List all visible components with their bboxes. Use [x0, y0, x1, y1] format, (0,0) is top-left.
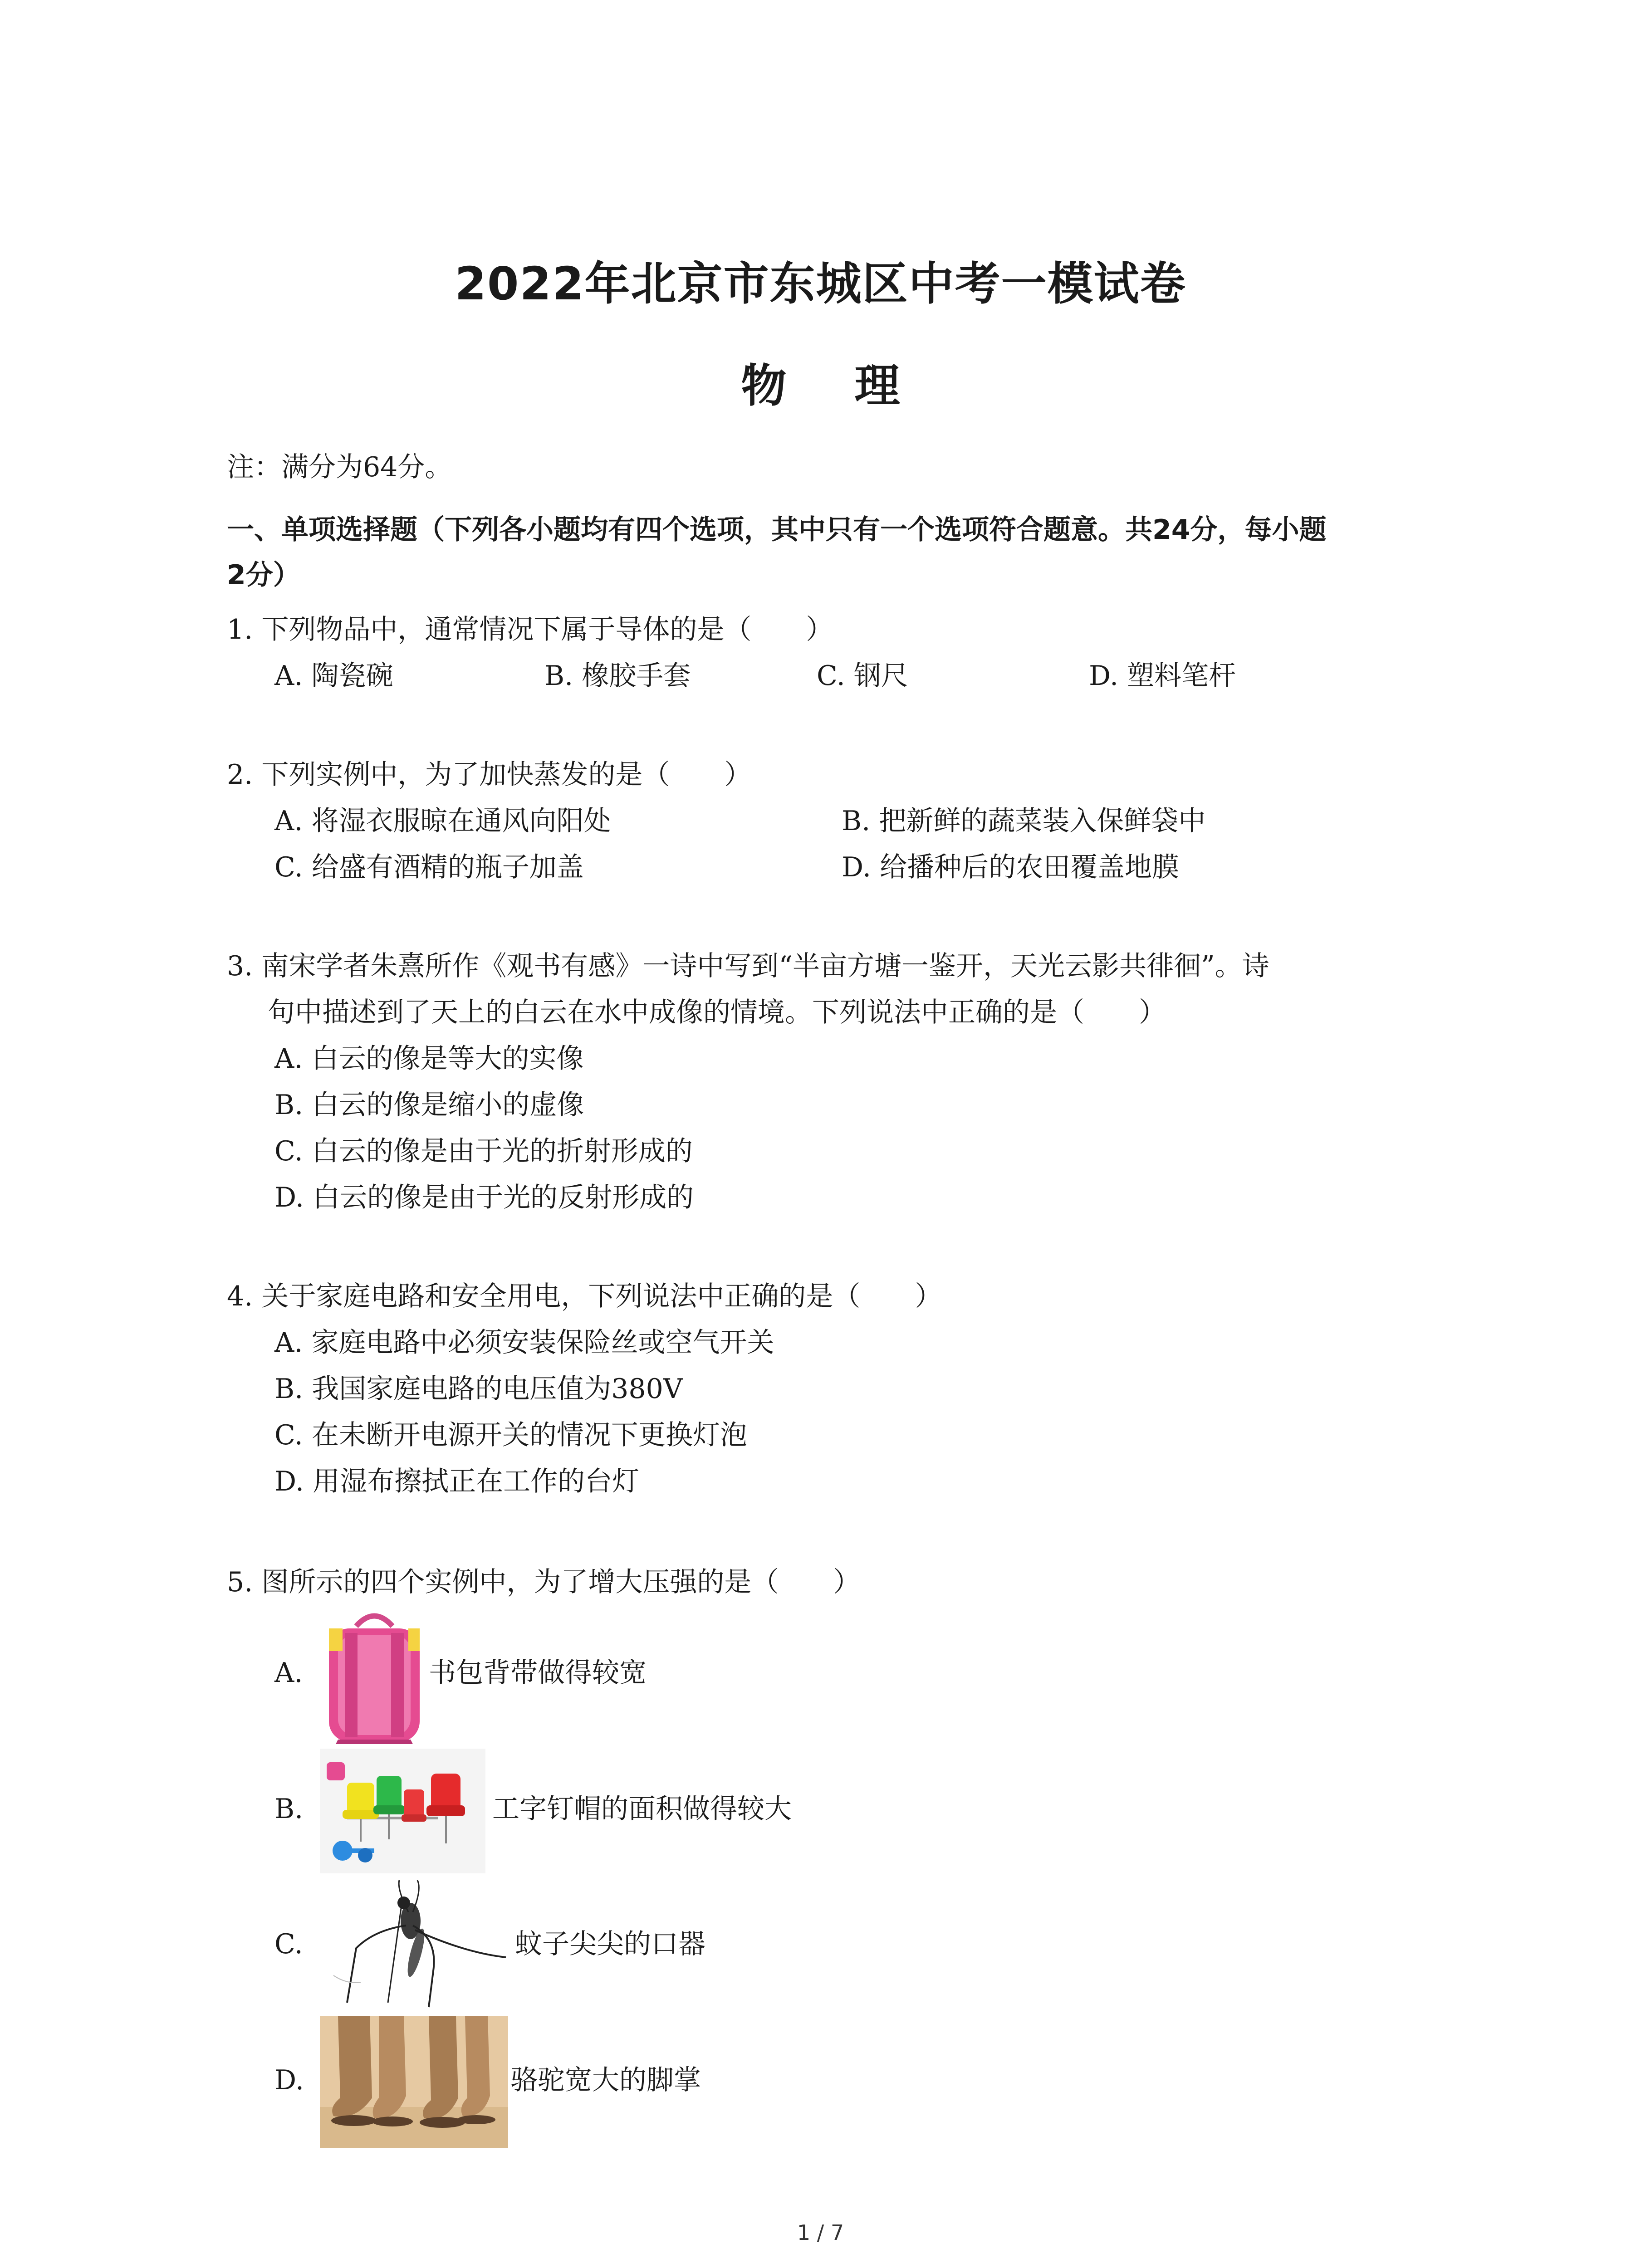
q2-option-c: C. 给盛有酒精的瓶子加盖: [274, 851, 584, 883]
q5-option-a-text: 书包背带做得较宽: [429, 1657, 647, 1689]
q1-option-b: B. 橡胶手套: [544, 660, 691, 692]
q3-option-b: B. 白云的像是缩小的虚像: [274, 1089, 584, 1121]
backpack-image: [320, 1608, 429, 1746]
page-number: 1 / 7: [797, 2220, 844, 2245]
q4-option-b: B. 我国家庭电路的电压值为380V: [274, 1373, 683, 1405]
mosquito-image: [320, 1880, 510, 2012]
q4-option-c: C. 在未断开电源开关的情况下更换灯泡: [274, 1419, 747, 1451]
q2-option-b: B. 把新鲜的蔬菜装入保鲜袋中: [842, 805, 1206, 837]
q4-option-d: D. 用湿布擦拭正在工作的台灯: [274, 1466, 640, 1497]
question-5-stem: 5. 图所示的四个实例中，为了增大压强的是（ ）: [227, 1566, 861, 1598]
question-1-stem: 1. 下列物品中，通常情况下属于导体的是（ ）: [227, 614, 833, 645]
camel-feet-image: [320, 2016, 508, 2148]
q1-option-a: A. 陶瓷碗: [274, 660, 393, 692]
q1-option-c: C. 钢尺: [817, 660, 908, 692]
question-2-stem: 2. 下列实例中，为了加快蒸发的是（ ）: [227, 759, 752, 791]
q1-option-d: D. 塑料笔杆: [1089, 660, 1236, 692]
q3-option-c: C. 白云的像是由于光的折射形成的: [274, 1135, 693, 1167]
question-3-stem-cont: 句中描述到了天上的白云在水中成像的情境。下列说法中正确的是（ ）: [268, 997, 1166, 1028]
q5-option-a-letter: A.: [274, 1657, 303, 1689]
q2-option-a: A. 将湿衣服晾在通风向阳处: [274, 805, 611, 837]
q2-option-d: D. 给播种后的农田覆盖地膜: [842, 851, 1180, 883]
q5-option-c-text: 蚊子尖尖的口器: [515, 1928, 705, 1960]
subject-title: 物理: [741, 359, 968, 412]
question-4-stem: 4. 关于家庭电路和安全用电，下列说法中正确的是（ ）: [227, 1281, 942, 1312]
q5-option-c-letter: C.: [274, 1928, 303, 1960]
q3-option-d: D. 白云的像是由于光的反射形成的: [274, 1182, 694, 1213]
exam-title: 2022年北京市东城区中考一模试卷: [455, 257, 1186, 310]
section-heading-cont: 2分）: [227, 559, 300, 591]
q4-option-a: A. 家庭电路中必须安装保险丝或空气开关: [274, 1327, 774, 1359]
q5-option-d-text: 骆驼宽大的脚掌: [510, 2064, 701, 2096]
question-3-stem: 3. 南宋学者朱熹所作《观书有感》一诗中写到“半亩方塘一鉴开，天光云影共徘徊”。诗: [227, 950, 1269, 982]
q5-option-b-letter: B.: [274, 1793, 304, 1825]
q3-option-a: A. 白云的像是等大的实像: [274, 1043, 584, 1075]
score-note: 注：满分为64分。: [227, 451, 452, 483]
section-heading: 一、单项选择题（下列各小题均有四个选项，其中只有一个选项符合题意。共24分，每小题: [227, 514, 1327, 546]
q5-option-d-letter: D.: [274, 2064, 304, 2096]
pushpins-image: [320, 1749, 485, 1873]
q5-option-b-text: 工字钉帽的面积做得较大: [492, 1793, 792, 1825]
